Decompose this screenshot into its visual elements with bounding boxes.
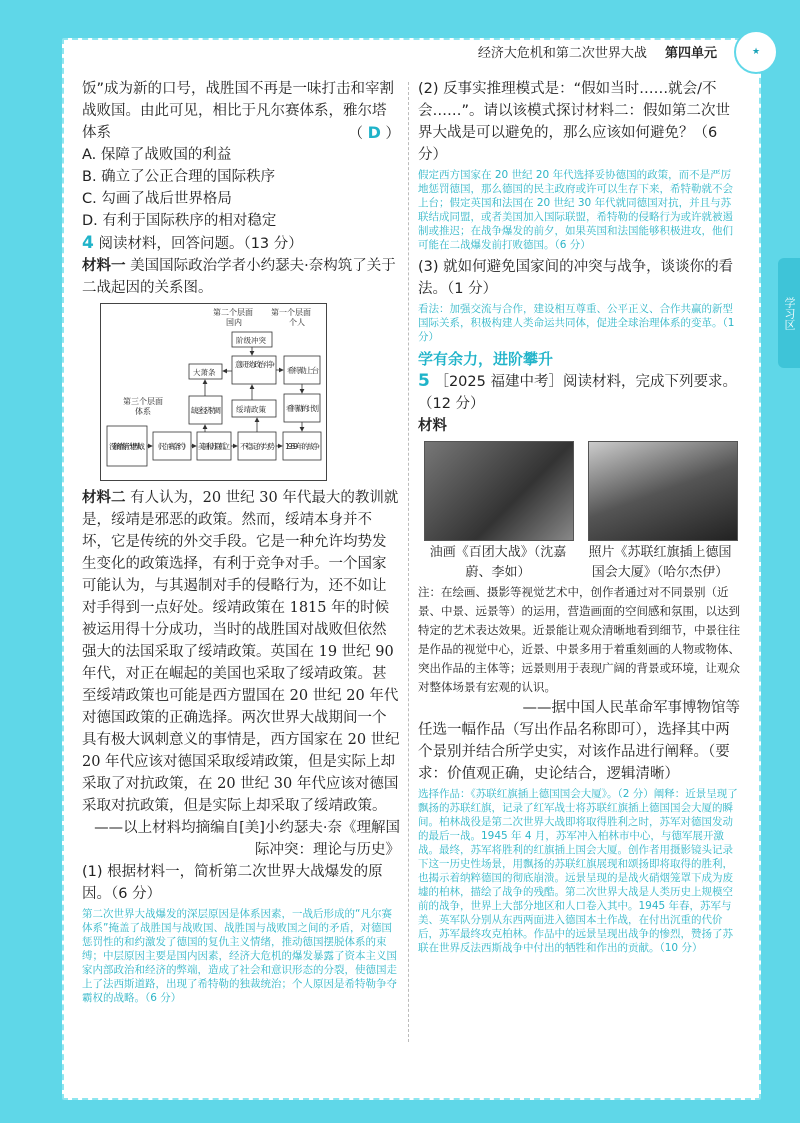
right-column	[418, 78, 740, 959]
photograph-image	[588, 441, 738, 541]
sub-question-2: (2) 反事实推理模式是：“假如当时……就会/不会……”。请以该模式探讨材料二：假如第二次世界大战是可以避免的，那么应该如何避免？（6 分）	[418, 81, 731, 163]
page-header	[62, 42, 717, 68]
material-1-label: 材料一	[82, 258, 126, 274]
box-ideology: 意识形态政治斗争	[235, 360, 275, 369]
level2-label: 第二个层面	[213, 308, 253, 317]
footer-label: 上课认真听 下课练巩固	[617, 1083, 700, 1092]
left-column	[82, 78, 400, 1009]
box-us-ussr: 美国和苏联孤立	[198, 442, 230, 451]
q5-task: 任选一幅作品（写出作品名称即可），选择其中两个景别并结合所学史实，对该作品进行阐释。（要求：价值观正确，史论结合，逻辑清晰）	[418, 722, 730, 782]
box-1939-war: 1939年的战争	[285, 442, 320, 451]
q4-stem: 4 阅读材料，回答问题。（13 分）	[82, 233, 303, 253]
sub-question-3: (3) 就如何避免国家间的冲突与战争，谈谈你的看法。（1 分）	[418, 259, 734, 297]
q4-number: 4	[82, 233, 94, 253]
note-text: 注：在绘画、摄影等视觉艺术中，创作者通过对不同景别（近景、中景、远景等）的运用，营造画面的空间感和氛围，以达到特定的艺术表达效果。近景能让观众清晰地看到细节，中景往往是作品的视觉中心，近景、中景多用于着重刻画的人物或物体、突出作品的主体等；远景则用于表现广阔的背景或环境，让观众对整体场景有宏观的认识。	[418, 585, 740, 694]
caption-photo: 照片《苏联红旗插上德国国会大厦》（哈尔杰伊）	[588, 545, 732, 580]
material-label: 材料	[418, 418, 447, 434]
box-class-conflict: 阶级冲突	[236, 336, 266, 345]
side-tab: 学习区	[778, 258, 800, 368]
unit-title: 第四单元	[664, 46, 717, 61]
material-source: ——以上材料均摘编自[美]小约瑟夫·奈《理解国际冲突：理论与历史》	[94, 820, 400, 858]
material-1: 材料一 美国国际政治学者小约瑟夫·奈构筑了关于二战起因的关系图。	[82, 258, 396, 296]
causes-diagram	[100, 303, 327, 481]
box-appeasement: 绥靖政策	[236, 405, 266, 414]
q3-option: C. 勾画了战后世界格局	[82, 191, 232, 207]
q5-source: ——据中国人民革命军事博物馆等	[522, 700, 740, 716]
sub-answer-1: 第二次世界大战爆发的深层原因是体系因素，一战后形成的“凡尔赛体系”掩盖了战胜国与战败国、战胜国与战败国之间的矛盾，对德国惩罚性的和约激发了德国的复仇主义情绪，推动德国摆脱体系的束缚；中层原因主要是国内因素，经济大危机的爆发暴露了资本主义国家内部政治和经济的弊端，造成了社会和意识形态的分裂，使德国走上了法西斯道路，出现了希特勒的独裁统治；个人原因是希特勒争夺霸权的战略。（6 分）	[82, 908, 397, 1004]
q3-option: D. 有利于国际秩序的相对稳定	[82, 213, 277, 229]
q3-option: B. 确立了公正合理的国际秩序	[82, 169, 276, 185]
section-title: 学有余力，进阶攀升	[418, 350, 554, 368]
column-divider	[408, 82, 409, 1042]
q3-answer-bracket: （ D ）	[348, 123, 400, 142]
painting-image	[424, 441, 574, 541]
box-no-coordination: 缺乏经济协调	[191, 406, 221, 415]
artwork-captions	[424, 543, 740, 583]
sub-answer-2: 假定西方国家在 20 世纪 20 年代选择妥协德国的政策，而不是严厉地惩罚德国，那么德国的民主政府或许可以生存下来，希特勒就不会上台；假定英国和法国在 20 世纪 30 年代就同德国对抗，并且与苏联结成同盟，或者美国加入国际联盟，希特勒的侵略行为或许就被遏制或推迟；在战争爆发的前夕，如果英国和法国能够积极进攻，他们可能在二战爆发前打败德国。（6 分）	[418, 169, 733, 251]
artworks	[424, 441, 740, 541]
level3-label: 第三个层面	[123, 397, 163, 406]
material-2-label: 材料二	[82, 489, 126, 506]
q5-answer: 选择作品：《苏联红旗插上德国国会大厦》。（2 分）阐释：近景呈现了飘扬的苏联红旗，记录了红军战士将苏联红旗插上德国国会大厦的瞬间。柏林战役是第二次世界大战即将取得胜利之时，苏军对德国发动的最后一战。1945 年 4 月，苏军冲入柏林市中心，与德军展开激战。最终，苏军将胜利的红旗插上国会大厦。创作者用摄影镜头记录下这一历史性场景，用飘扬的苏联红旗展现和颂扬即将取得的胜利，也揭示着纳粹德国的彻底崩溃。远景呈现的是战火硝烟笼罩下成为废墟的柏林，描绘了战争的残酷。第二次世界大战是人类历史上规模空前的战争，世界上大部分地区和人口卷入其中。1945 年春，苏军与美、英军队分别从东西两面进入德国本土作战，在付出沉重的代价后，苏军最终攻克柏林。作品中的远景呈现出战争的惨烈，赞扬了苏联在世界反法西斯战争中付出的牺牲和作出的贡献。（10 分）	[418, 788, 738, 954]
sub-answer-3: 看法：加强交流与合作，建设相互尊重、公平正义、合作共赢的新型国际关系，积极构建人类命运共同体，促进全球治理体系的变革。（1 分）	[418, 303, 735, 343]
box-hitler-rise: 希特勒上台	[287, 366, 319, 375]
page-number: 49	[713, 1072, 744, 1097]
q3-options	[82, 144, 400, 232]
q3-option: A. 保障了战败国的利益	[82, 147, 232, 163]
caption-painting: 油画《百团大战》（沈嘉蔚、李如）	[429, 545, 567, 580]
q5-stem: 5 ［2025 福建中考］阅读材料，完成下列要求。（12 分）	[418, 371, 737, 412]
q5-number: 5	[418, 371, 430, 391]
material-2: 材料二 有人认为，20 世纪 30 年代最大的教训就是，绥靖是邪恶的政策。然而，绥靖本身并不坏，它是传统的外交手段。它是一种允许均势发生变化的政策选择，有利于竞争对手。一个国家可能认为，与其遏制对手的侵略行为，还不如让对手得到一点好处。绥靖政策在 1815 年的时候被运用得十分成功，当时的战胜国对战败但依然强大的法国采取了绥靖政策。英国在 19 世纪 90 年代，对正在崛起的美国也采取了绥靖政策。甚至绥靖政策也可能是西方盟国在 20 世纪 20 年代对德国政策的正确选择。两次世界大战期间一个具有极大讽刺意义的事情是，西方国家在 20 世纪 20 年代应该对德国采取绥靖政策，但是实际上却采取了对抗政策，在 20 世纪 30 年代应该对德国采取对抗政策，但是实际上却采取了绥靖政策。	[82, 489, 400, 814]
q3-text: 饭”成为新的口号，战胜国不再是一味打击和宰割战败国。由此可见，相比于凡尔赛体系，雅尔塔体系 （ D ）	[82, 78, 400, 144]
box-unstable-balance: 不稳定的均势	[240, 442, 275, 451]
q3-answer: D	[367, 123, 381, 142]
sub-question-1: (1) 根据材料一，简析第二次世界大战爆发的原因。（6 分）	[82, 864, 383, 902]
box-hitler-plan: 希特勒的计划	[286, 404, 319, 413]
box-versailles: 《凡尔赛条约》	[154, 442, 190, 451]
box-ww1-unended: 没有终结的第一次世界大战	[109, 442, 145, 451]
corner-badge-icon: ★	[734, 30, 778, 74]
level3-sub: 体系	[135, 407, 151, 416]
level2-sub: 国内	[226, 318, 242, 327]
chapter-title: 经济大危机和第二次世界大战	[477, 46, 647, 61]
box-depression: 大萧条	[193, 368, 216, 377]
level1-sub: 个人	[289, 318, 305, 327]
level1-label: 第一个层面	[271, 308, 311, 317]
